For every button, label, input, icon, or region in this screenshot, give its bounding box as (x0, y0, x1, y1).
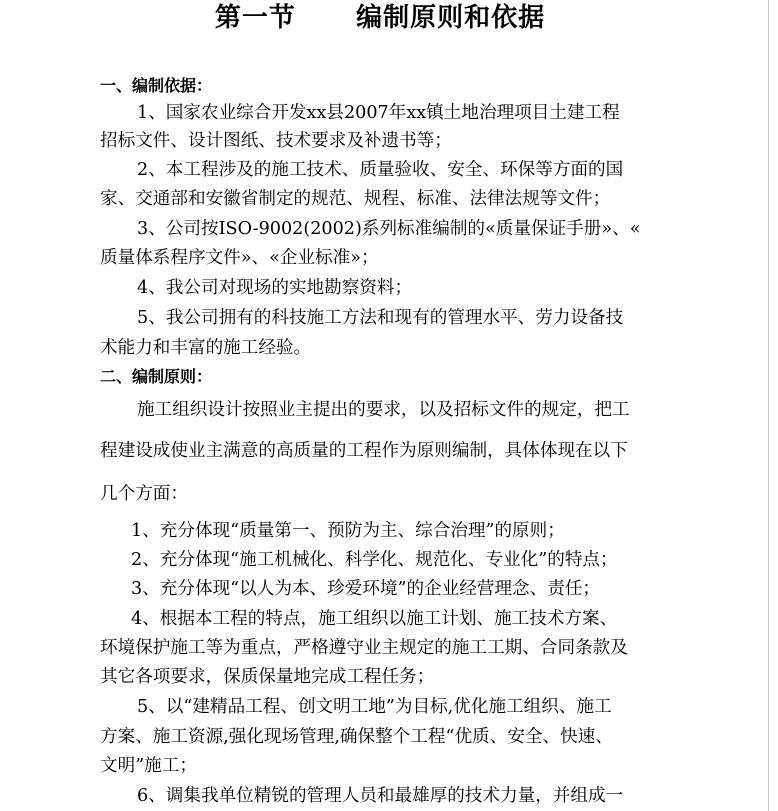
principles-line-2: 2、充分体现“施工机械化、科学化、规范化、专业化”的特点； (131, 550, 618, 570)
principles-line-7: 5、以“建精品工程、创文明工地”为目标,优化施工组织、施工 (137, 697, 612, 717)
principles-line-4: 4、根据本工程的特点，施工组织以施工计划、施工技术方案、 (131, 609, 618, 629)
principles-intro-2: 程建设成使业主满意的高质量的工程作为原则编制，具体体现在以下 (100, 441, 628, 461)
principles-line-8: 方案、施工资源,强化现场管理,确保整个工程“优质、安全、快速、 (100, 727, 613, 747)
basis-line-5: 3、公司按ISO-9002(2002)系列标准编制的«质量保证手册»、« (137, 219, 641, 239)
principles-line-5: 环境保护施工等为重点，严格遵守业主规定的施工工期、合同条款及 (100, 638, 628, 658)
page-right-border (768, 0, 769, 811)
basis-line-3: 2、本工程涉及的施工技术、质量验收、安全、环保等方面的国 (137, 160, 624, 180)
principles-intro-1: 施工组织设计按照业主提出的要求，以及招标文件的规定，把工 (137, 400, 630, 420)
principles-line-9: 文明”施工； (100, 756, 197, 776)
basis-line-4: 家、交通部和安徽省制定的规范、规程、标准、法律法规等文件； (100, 189, 611, 209)
basis-line-9: 术能力和丰富的施工经验。 (100, 338, 312, 358)
heading-basis: 一、编制依据： (100, 76, 213, 95)
principles-line-3: 3、充分体现“以人为本、珍爱环境”的企业经营理念、责任； (131, 579, 601, 599)
principles-line-10: 6、调集我单位精锐的管理人员和最雄厚的技术力量，并组成一 (137, 786, 624, 806)
basis-line-8: 5、我公司拥有的科技施工方法和现有的管理水平、劳力设备技 (137, 308, 624, 328)
heading-principles: 二、编制原则： (100, 367, 213, 386)
basis-line-7: 4、我公司对现场的实地勘察资料； (137, 278, 413, 298)
section-title: 第一节 编制原则和依据 (214, 3, 546, 33)
principles-intro-3: 几个方面： (100, 484, 188, 504)
basis-line-2: 招标文件、设计图纸、技术要求及补遗书等； (100, 131, 452, 151)
principles-line-6: 其它各项要求，保质保量地完成工程任务； (100, 667, 435, 687)
basis-line-6: 质量体系程序文件»、«企业标准»； (100, 248, 379, 268)
basis-line-1: 1、国家农业综合开发xx县2007年xx镇土地治理项目土建工程 (137, 103, 620, 123)
principles-line-1: 1、充分体现“质量第一、预防为主、综合治理”的原则； (131, 521, 565, 541)
